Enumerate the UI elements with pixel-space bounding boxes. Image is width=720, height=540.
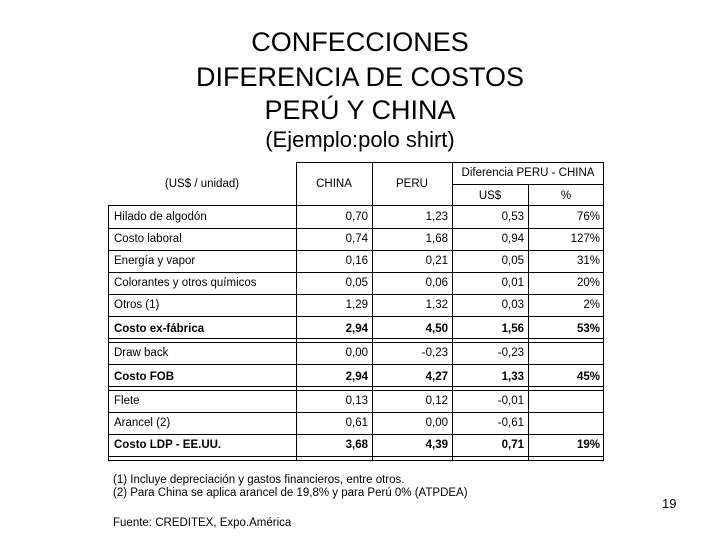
table-row	[108, 250, 604, 272]
row-label: Costo LDP - EE.UU.	[114, 439, 222, 451]
col-header-china: CHINA	[316, 178, 352, 190]
title-line-2: DIFERENCIA DE COSTOS	[195, 62, 525, 92]
grid-line	[108, 364, 604, 365]
grid-line	[296, 162, 297, 460]
cell-peru: 0,12	[425, 395, 448, 407]
cell-china: 0,05	[345, 277, 368, 289]
table-row	[108, 390, 604, 412]
cell-pct: 20%	[576, 277, 600, 289]
col-header-peru: PERU	[396, 178, 428, 190]
cell-china: 0,70	[345, 211, 368, 223]
table-row	[108, 342, 604, 364]
cell-peru: 1,68	[425, 233, 448, 245]
cell-pct: 2%	[583, 299, 600, 311]
cell-peru: 4,39	[425, 439, 448, 451]
cell-china: 0,13	[345, 395, 368, 407]
row-label: Energía y vapor	[114, 255, 196, 267]
cell-china: 2,94	[345, 371, 368, 383]
cell-china: 0,74	[345, 233, 368, 245]
col-header-usd: US$	[478, 190, 502, 202]
row-label: Arancel (2)	[114, 417, 171, 429]
table-row	[108, 228, 604, 250]
grid-line	[108, 338, 604, 339]
table-row	[108, 272, 604, 294]
cell-pct: 76%	[576, 211, 600, 223]
cell-peru: 1,32	[425, 299, 448, 311]
cell-usd: 0,03	[501, 299, 524, 311]
col-header-pct: %	[560, 190, 572, 202]
table-row	[108, 294, 604, 316]
row-label: Hilado de algodón	[114, 211, 207, 223]
cell-pct: 45%	[576, 371, 600, 383]
grid-line	[108, 390, 604, 391]
grid-line	[108, 205, 604, 206]
cell-usd: -0,61	[497, 417, 524, 429]
page-number: 19	[662, 496, 677, 511]
cell-usd: 1,33	[501, 371, 524, 383]
cell-usd: 0,94	[501, 233, 524, 245]
grid-line	[108, 294, 604, 295]
subtitle: (Ejemplo:polo shirt)	[265, 127, 455, 152]
cell-pct: 127%	[570, 233, 600, 245]
cell-peru: -0,23	[421, 347, 448, 359]
source-note: Fuente: CREDITEX, Expo.América	[113, 517, 292, 529]
unit-label: (US$ / unidad)	[164, 178, 240, 190]
grid-line	[603, 162, 604, 460]
row-label: Flete	[114, 395, 140, 407]
cell-china: 0,00	[345, 347, 368, 359]
cell-peru: 0,06	[425, 277, 448, 289]
cell-usd: 1,56	[501, 323, 524, 335]
footnotes	[113, 474, 468, 500]
row-label: Costo FOB	[114, 371, 175, 383]
row-label: Otros (1)	[114, 299, 160, 311]
grid-line	[108, 386, 604, 387]
table-row	[108, 205, 604, 228]
cell-pct: 31%	[576, 255, 600, 267]
grid-line	[108, 434, 604, 435]
table-row	[108, 412, 604, 434]
cell-peru: 4,50	[425, 323, 448, 335]
grid-line	[108, 456, 604, 457]
cell-usd: -0,01	[497, 395, 524, 407]
cell-peru: 0,21	[425, 255, 448, 267]
cell-usd: 0,53	[501, 211, 524, 223]
grid-line	[108, 316, 604, 317]
row-label: Colorantes y otros químicos	[114, 277, 257, 289]
grid-line	[296, 162, 604, 163]
cell-china: 3,68	[345, 439, 368, 451]
grid-line	[108, 412, 604, 413]
cell-china: 1,29	[345, 299, 368, 311]
table-row	[108, 434, 604, 456]
grid-line	[108, 460, 604, 461]
row-label: Costo ex-fábrica	[114, 323, 205, 335]
grid-line	[452, 162, 453, 460]
cell-usd: -0,23	[497, 347, 524, 359]
row-label: Costo laboral	[114, 233, 182, 245]
cell-usd: 0,05	[501, 255, 524, 267]
grid-line	[108, 228, 604, 229]
cell-peru: 4,27	[425, 371, 448, 383]
cell-usd: 0,01	[501, 277, 524, 289]
title-line-1: CONFECCIONES	[251, 27, 469, 57]
grid-line	[108, 205, 109, 460]
footnote-2: (2) Para China se aplica arancel de 19,8% y para Perú 0% (ATPDEA)	[113, 487, 468, 499]
footnote-1: (1) Incluye depreciación y gastos financieros, entre otros.	[113, 474, 405, 486]
cell-usd: 0,71	[501, 439, 524, 451]
cell-china: 0,16	[345, 255, 368, 267]
cell-china: 0,61	[345, 417, 368, 429]
cell-pct: 19%	[576, 439, 600, 451]
title-line-3: PERÚ Y CHINA	[264, 95, 456, 125]
row-label: Draw back	[114, 347, 169, 359]
cell-peru: 0,00	[425, 417, 448, 429]
diff-header: Diferencia PERU - CHINA	[461, 167, 595, 179]
grid-line	[372, 162, 373, 460]
grid-line	[108, 250, 604, 251]
grid-line	[528, 184, 529, 460]
grid-line	[108, 272, 604, 273]
cell-pct: 53%	[576, 323, 600, 335]
cell-peru: 1,23	[425, 211, 448, 223]
grid-line	[108, 342, 604, 343]
cell-china: 2,94	[345, 323, 368, 335]
